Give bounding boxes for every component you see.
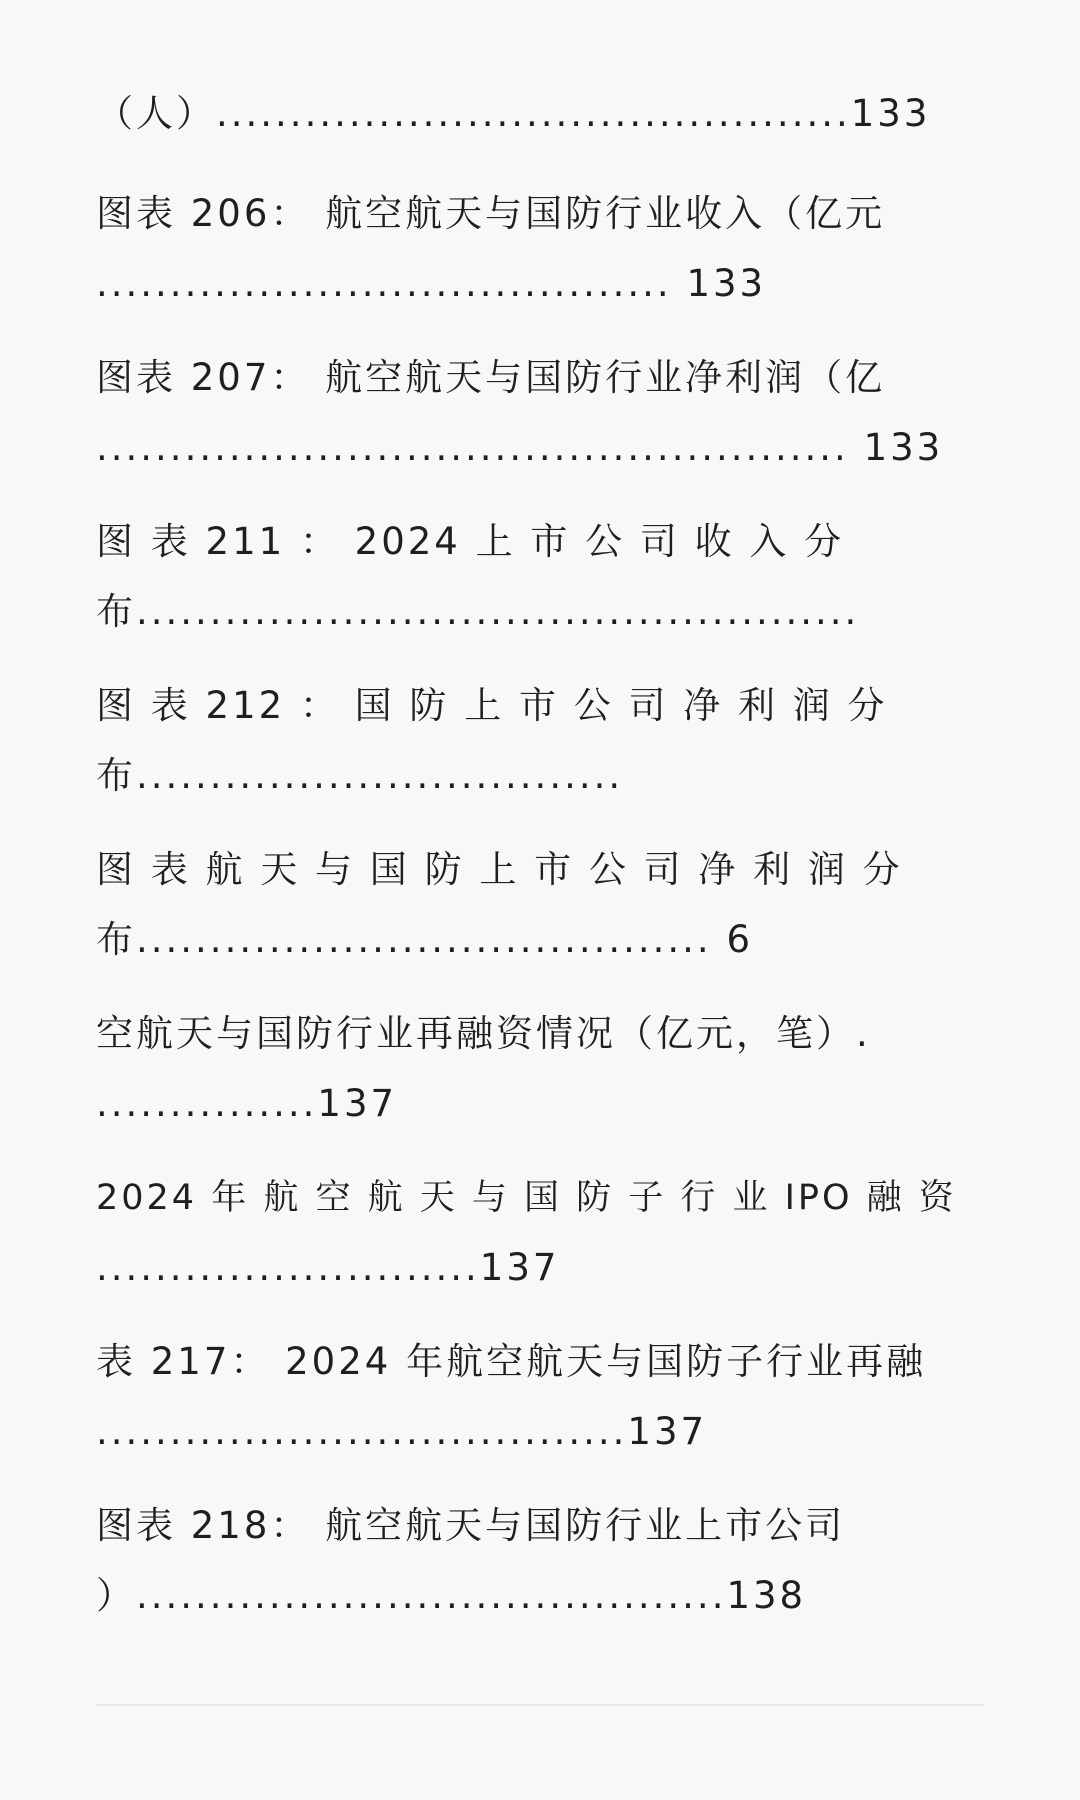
toc-entry-10-line-2[interactable]: ）........................................138: [96, 1574, 807, 1617]
toc-entry-7-line-2[interactable]: ...............137: [96, 1082, 398, 1125]
toc-entry-3-line-2[interactable]: ................................................... 133: [96, 426, 944, 469]
toc-entry-9-line-1[interactable]: 表 217： 2024 年航空航天与国防子行业再融: [96, 1340, 927, 1383]
toc-entry-6-line-2[interactable]: 布....................................... 6: [96, 918, 753, 961]
toc-entry-5-line-1[interactable]: 图 表 212 ： 国 防 上 市 公 司 净 利 润 分: [96, 684, 888, 727]
toc-entry-6-line-1[interactable]: 图 表 航 天 与 国 防 上 市 公 司 净 利 润 分: [96, 848, 903, 891]
toc-entry-8-line-2[interactable]: ..........................137: [96, 1246, 560, 1289]
toc-entry-2-line-1[interactable]: 图表 206： 航空航天与国防行业收入（亿元: [96, 192, 886, 235]
divider: [96, 1704, 984, 1706]
toc-entry-10-line-1[interactable]: 图表 218： 航空航天与国防行业上市公司: [96, 1504, 846, 1547]
toc-entry-1-line-1[interactable]: （人）...........................................133: [96, 92, 931, 135]
toc-entry-5-line-2[interactable]: 布.................................: [96, 754, 624, 797]
toc-entry-2-line-2[interactable]: ....................................... 133: [96, 262, 767, 305]
toc-entry-4-line-2[interactable]: 布.................................................: [96, 590, 860, 633]
toc-entry-8-line-1[interactable]: 2024 年 航 空 航 天 与 国 防 子 行 业 IPO 融 资: [96, 1178, 957, 1218]
toc-entry-3-line-1[interactable]: 图表 207： 航空航天与国防行业净利润（亿: [96, 356, 886, 399]
toc-entry-4-line-1[interactable]: 图 表 211 ： 2024 上 市 公 司 收 入 分: [96, 520, 845, 563]
toc-entry-7-line-1[interactable]: 空航天与国防行业再融资情况（亿元，笔）.: [96, 1012, 871, 1055]
toc-entry-9-line-2[interactable]: ....................................137: [96, 1410, 708, 1453]
